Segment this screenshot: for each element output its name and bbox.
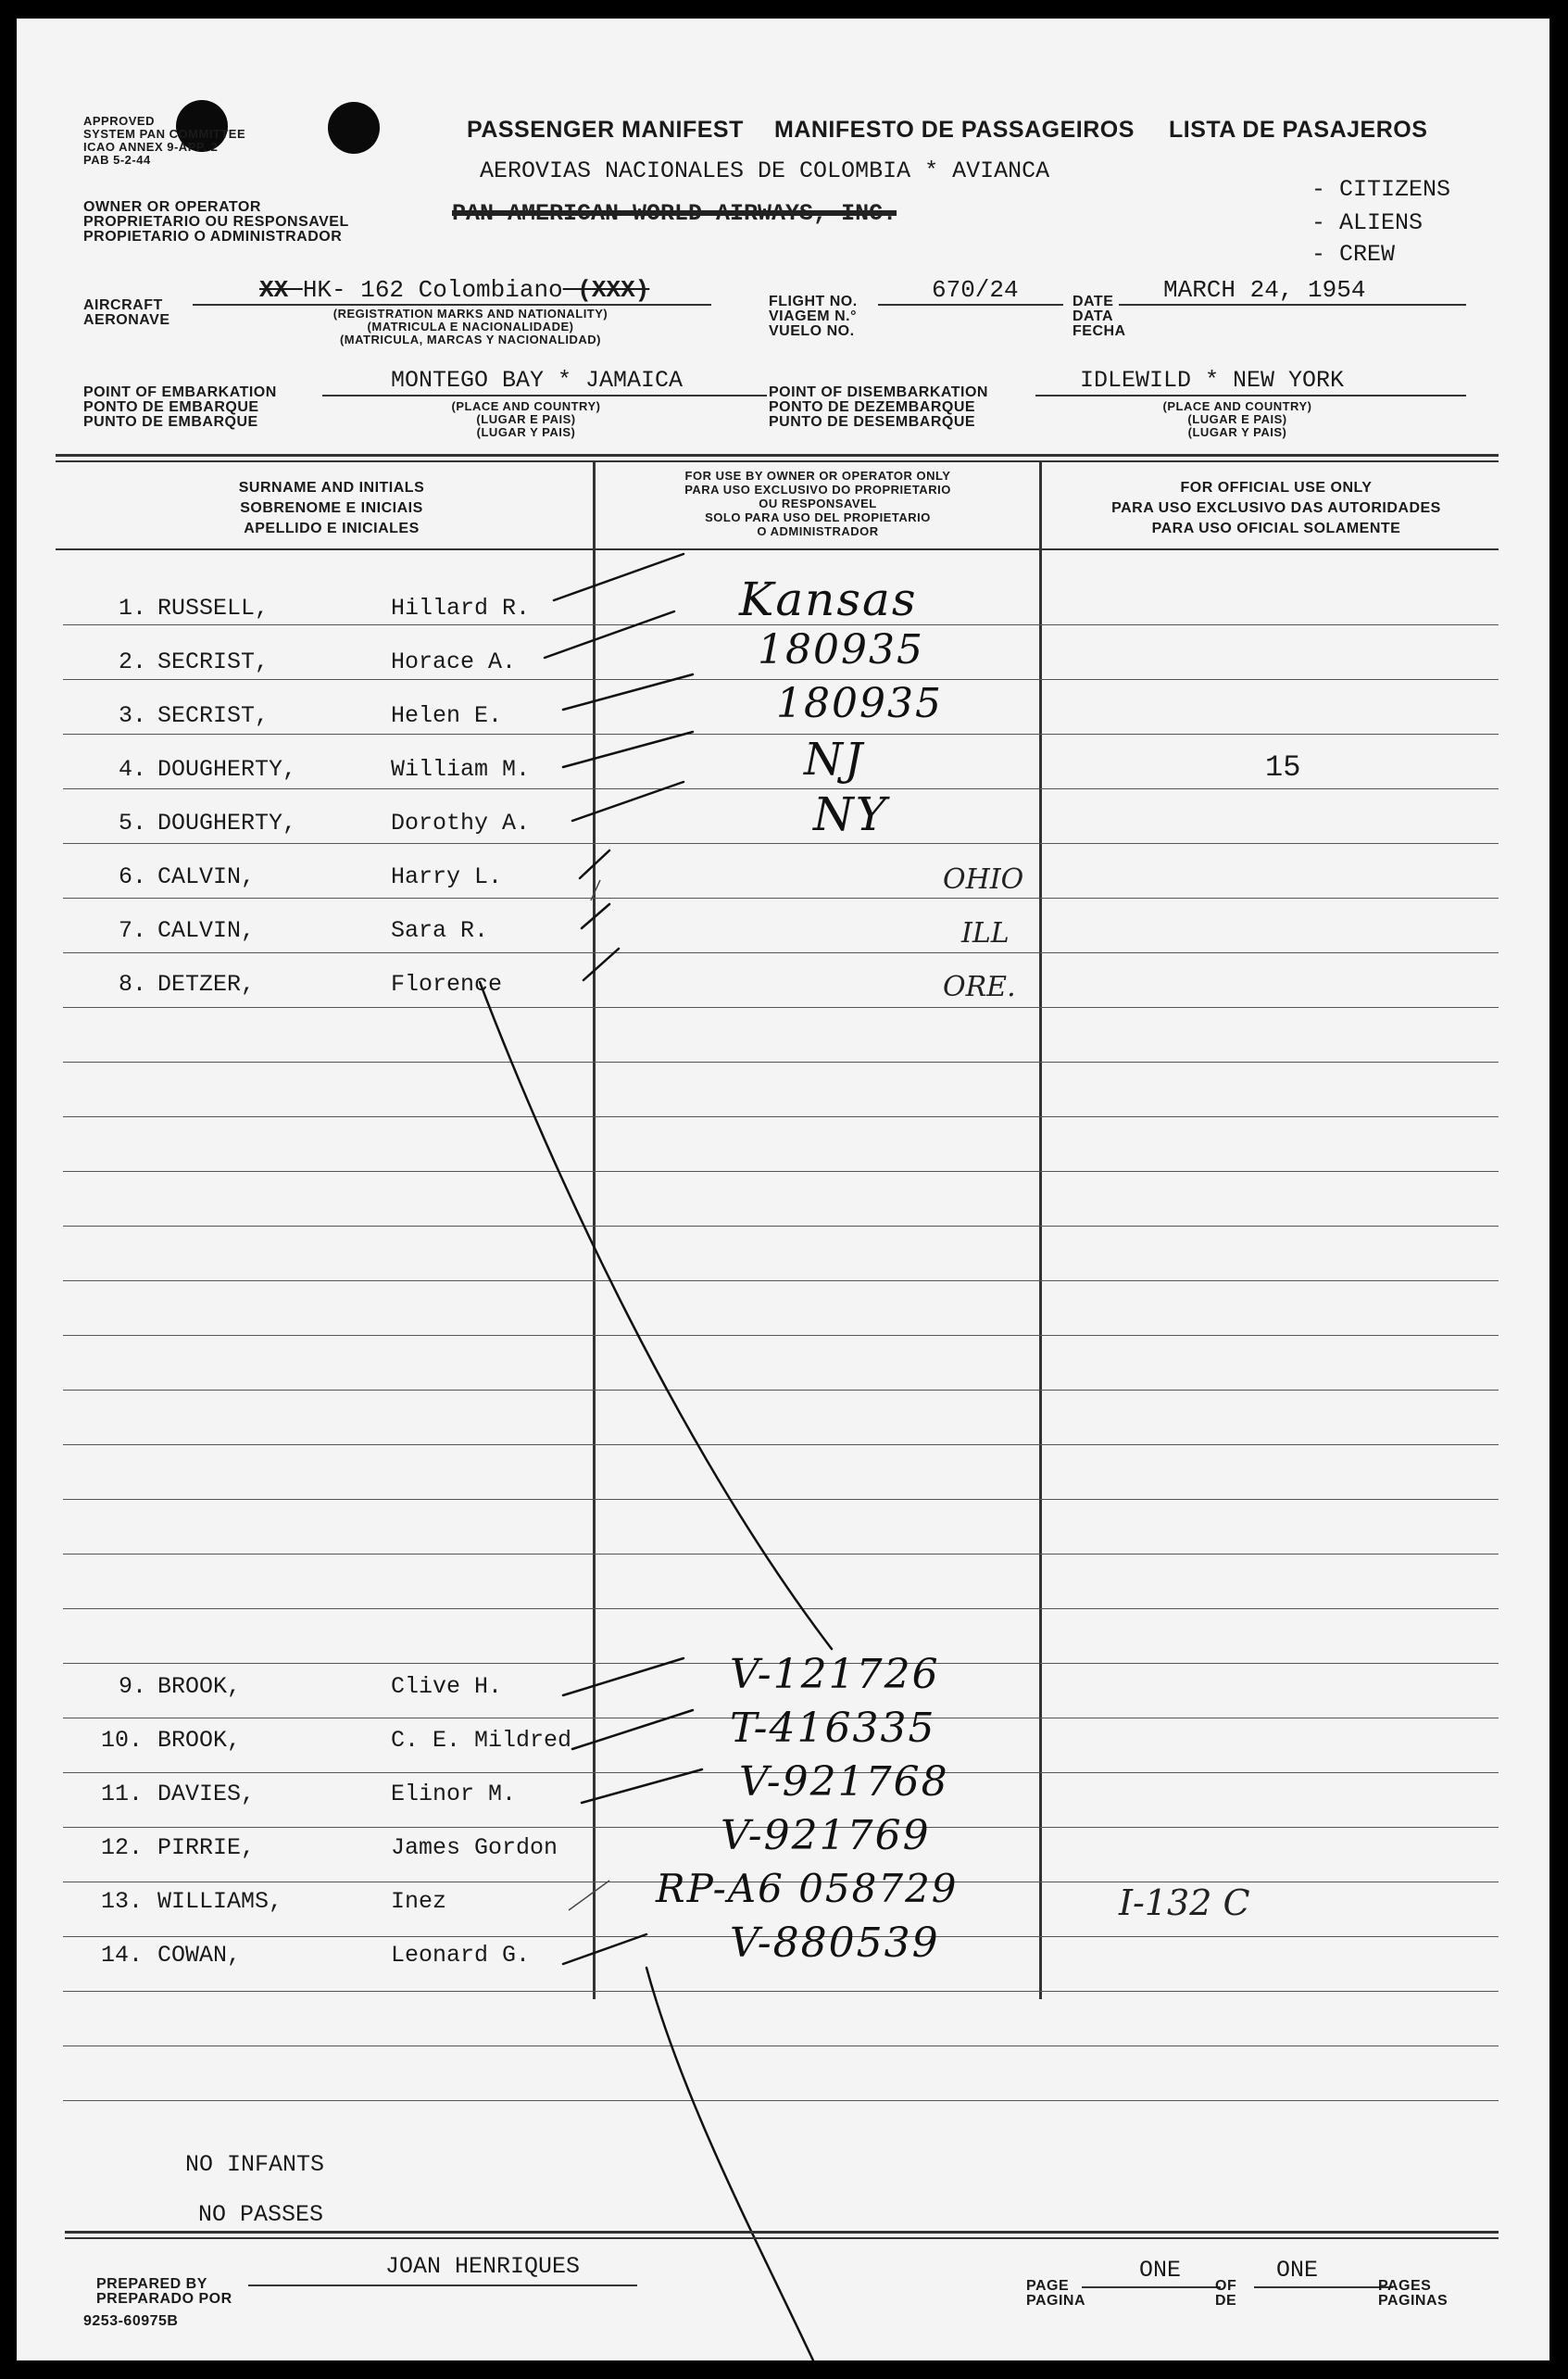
disembark-sublabel: (PLACE AND COUNTRY) (LUGAR E PAIS) (LUGAR Y PAIS)	[1162, 399, 1312, 439]
date-label: DATE DATA FECHA	[1073, 294, 1126, 339]
row-number: 13.	[100, 1888, 143, 1915]
surname: DAVIES,	[157, 1781, 256, 1807]
page-label: PAGE PAGINA	[1026, 2278, 1086, 2309]
handwritten-strokes	[17, 19, 1549, 2360]
given-name: Hillard R.	[391, 595, 531, 622]
title-es: LISTA DE PASAJEROS	[1169, 117, 1428, 143]
surname: WILLIAMS,	[157, 1888, 283, 1915]
given-name: Dorothy A.	[391, 810, 531, 837]
category-aliens: - ALIENS	[1311, 209, 1424, 236]
operator-note: RP-A6 058729	[656, 1866, 959, 1911]
operator-note: T-416335	[730, 1705, 936, 1752]
operator-note: V-921769	[721, 1812, 931, 1859]
aircraft-sublabel: (REGISTRATION MARKS AND NATIONALITY) (MATRICULA E NACIONALIDADE) (MATRICULA, MARCAS Y NACIONALIDAD)	[332, 307, 608, 346]
no-passes-note: NO PASSES	[198, 2201, 324, 2228]
col3-header: FOR OFFICIAL USE ONLY PARA USO EXCLUSIVO DAS AUTORIDADES PARA USO OFICIAL SOLAMENTE	[1111, 480, 1441, 536]
given-name: Clive H.	[391, 1673, 503, 1700]
embark-sublabel: (PLACE AND COUNTRY) (LUGAR E PAIS) (LUGAR Y PAIS)	[451, 399, 601, 439]
given-name: William M.	[391, 756, 531, 783]
operator-note: OHIO	[943, 863, 1024, 896]
row-number: 9.	[118, 1673, 146, 1700]
row-number: 11.	[100, 1781, 143, 1807]
row-number: 10.	[100, 1727, 143, 1754]
col2-header: FOR USE BY OWNER OR OPERATOR ONLY PARA USO EXCLUSIVO DO PROPRIETARIO OU RESPONSAVEL SOLO PARA USO DEL PROPIETARIO O ADMINISTRADOR	[684, 469, 951, 538]
operator-note: ORE.	[943, 971, 1016, 1003]
row-number: 1.	[118, 595, 146, 622]
surname: DOUGHERTY,	[157, 756, 297, 783]
aircraft-label: AIRCRAFT AERONAVE	[83, 297, 170, 328]
embark-label: POINT OF EMBARKATION PONTO DE EMBARQUE PUNTO DE EMBARQUE	[83, 384, 277, 430]
surname: DETZER,	[157, 971, 256, 998]
date-value: MARCH 24, 1954	[1163, 276, 1366, 304]
surname: BROOK,	[157, 1727, 242, 1754]
page-underline	[1082, 2286, 1221, 2288]
surname: BROOK,	[157, 1673, 242, 1700]
surname: COWAN,	[157, 1942, 242, 1969]
no-infants-note: NO INFANTS	[185, 2151, 325, 2178]
given-name: Harry L.	[391, 863, 503, 890]
col1-header: SURNAME AND INITIALS SOBRENOME E INICIAIS APELLIDO E INICIALES	[238, 480, 425, 536]
disembark-label: POINT OF DISEMBARKATION PONTO DE DEZEMBARQUE PUNTO DE DESEMBARQUE	[769, 384, 988, 430]
category-citizens: - CITIZENS	[1311, 176, 1451, 203]
surname: DOUGHERTY,	[157, 810, 297, 837]
surname: SECRIST,	[157, 702, 270, 729]
given-name: James Gordon	[391, 1834, 558, 1861]
pages-value: ONE	[1276, 2257, 1319, 2284]
given-name: Horace A.	[391, 648, 517, 675]
surname: CALVIN,	[157, 863, 256, 890]
prepared-by: JOAN HENRIQUES	[385, 2253, 581, 2280]
prepared-label: PREPARED BY PREPARADO POR	[96, 2276, 232, 2307]
operator-struck: PAN AMERICAN WORLD AIRWAYS, INC.	[452, 200, 897, 227]
operator-name: AEROVIAS NACIONALES DE COLOMBIA * AVIANCA	[480, 157, 1050, 184]
row-number: 5.	[118, 810, 146, 837]
operator-note: ILL	[961, 917, 1010, 950]
pages-underline	[1254, 2286, 1393, 2288]
of-label: OF DE	[1215, 2278, 1237, 2309]
given-name: Florence	[391, 971, 503, 998]
disembark-value: IDLEWILD * NEW YORK	[1080, 367, 1345, 394]
surname: PIRRIE,	[157, 1834, 256, 1861]
manifest-sheet	[17, 19, 1549, 2360]
pages-label: PAGES PAGINAS	[1378, 2278, 1449, 2309]
given-name: Leonard G.	[391, 1942, 531, 1969]
given-name: Helen E.	[391, 702, 503, 729]
row-number: 2.	[118, 648, 146, 675]
row-number: 7.	[118, 917, 146, 944]
operator-note: V-880539	[730, 1920, 940, 1967]
embark-value: MONTEGO BAY * JAMAICA	[391, 367, 684, 394]
surname: SECRIST,	[157, 648, 270, 675]
row-number: 8.	[118, 971, 146, 998]
given-name: C. E. Mildred	[391, 1727, 572, 1754]
given-name: Sara R.	[391, 917, 489, 944]
surname: RUSSELL,	[157, 595, 270, 622]
approval-block: APPROVED SYSTEM PAN COMMITTEE ICAO ANNEX 9-APP. 2 PAB 5-2-44	[83, 114, 246, 167]
operator-note: Kansas	[739, 573, 918, 626]
form-number: 9253-60975B	[83, 2313, 179, 2329]
row-number: 3.	[118, 702, 146, 729]
row-number: 4.	[118, 756, 146, 783]
operator-note: 180935	[776, 680, 943, 727]
operator-note: 180935	[758, 626, 924, 673]
operator-note: NJ	[804, 734, 865, 786]
footer-rule-2	[65, 2237, 1499, 2239]
operator-label: OWNER OR OPERATOR PROPRIETARIO OU RESPONSAVEL PROPIETARIO O ADMINISTRADOR	[83, 199, 349, 245]
operator-note: V-921768	[739, 1758, 949, 1806]
flight-value: 670/24	[932, 276, 1019, 304]
row-number: 6.	[118, 863, 146, 890]
flight-label: FLIGHT NO. VIAGEM N.° VUELO NO.	[769, 294, 858, 339]
official-count: 15	[1265, 750, 1301, 785]
given-name: Inez	[391, 1888, 447, 1915]
operator-note: NY	[813, 787, 888, 841]
operator-note: V-121726	[730, 1651, 940, 1698]
page-value: ONE	[1139, 2257, 1182, 2284]
category-crew: - CREW	[1311, 241, 1396, 268]
title-pt: MANIFESTO DE PASSAGEIROS	[774, 117, 1135, 143]
given-name: Elinor M.	[391, 1781, 517, 1807]
aircraft-value: XX HK- 162 Colombiano (XXX)	[259, 276, 650, 304]
official-note: I-132 C	[1119, 1882, 1250, 1923]
surname: CALVIN,	[157, 917, 256, 944]
row-number: 14.	[100, 1942, 143, 1969]
prepared-underline	[248, 2285, 637, 2286]
title-en: PASSENGER MANIFEST	[467, 117, 744, 143]
footer-rule	[65, 2231, 1499, 2234]
row-number: 12.	[100, 1834, 143, 1861]
